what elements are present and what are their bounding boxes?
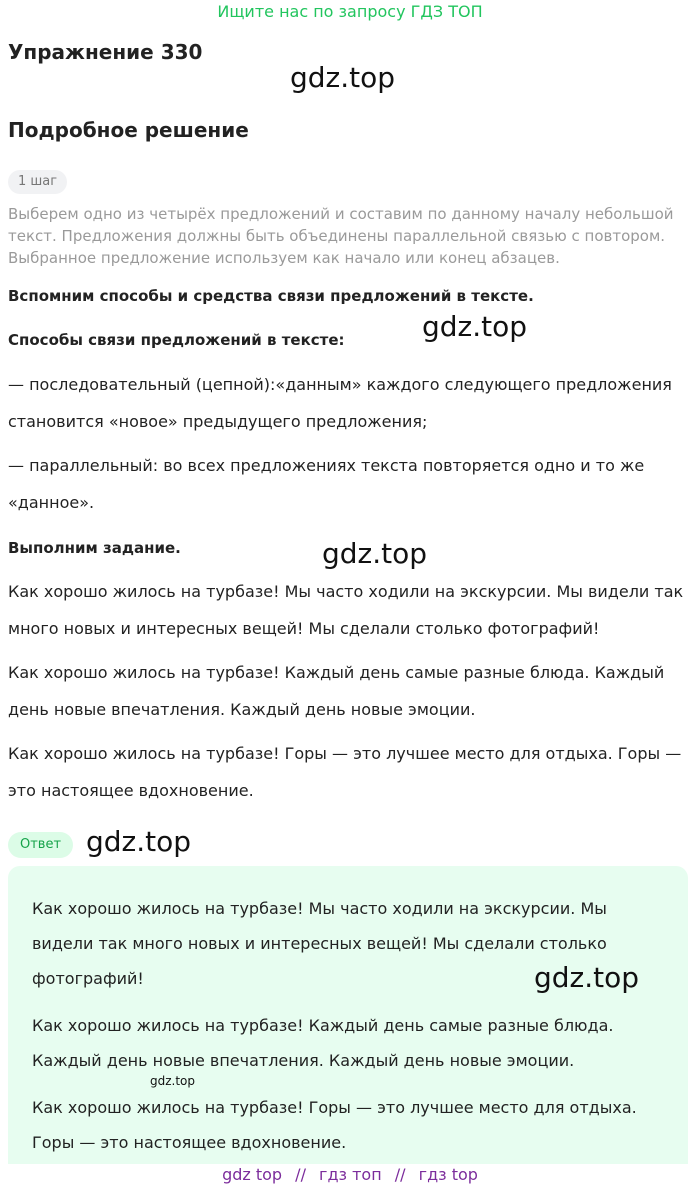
answer-text-2: Как хорошо жилось на турбазе! Каждый день самые разные блюда. Каждый день новые впечатления. Каждый день новые эмоции.: [32, 1016, 614, 1070]
instruction-line: Выбранное предложение используем как начало или конец абзацев.: [8, 249, 560, 267]
methods-heading: Способы связи предложений в тексте:: [8, 331, 345, 349]
footer-link-gdz-top[interactable]: gdz top: [222, 1165, 283, 1184]
method-parallel: — параллельный: во всех предложениях текста повторяется одно и то же «данное».: [8, 456, 645, 512]
watermark: gdz.top: [86, 825, 192, 858]
step-badge: 1 шаг: [8, 170, 67, 194]
section-title: Подробное решение: [8, 118, 249, 142]
search-hint-banner: Ищите нас по запросу ГДЗ ТОП: [217, 2, 483, 21]
instruction-line: текст. Предложения должны быть объединены параллельной связью с повтором.: [8, 227, 666, 245]
task-instructions: [8, 203, 688, 269]
footer-link-gdz-top-mixed[interactable]: гдз top: [418, 1165, 478, 1184]
answer-badge: Ответ: [8, 832, 73, 858]
watermark: gdz.top: [534, 961, 640, 994]
task-heading: Выполним задание.: [8, 539, 181, 557]
footer-separator: //: [295, 1165, 306, 1184]
method-sequential: — последовательный (цепной):«данным» каждого следующего предложения становится «новое» предыдущего предложения;: [8, 375, 672, 431]
exercise-title: Упражнение 330: [8, 40, 203, 64]
text-variant-3: Как хорошо жилось на турбазе! Горы — это лучшее место для отдыха. Горы — это настоящее вдохновение.: [8, 744, 682, 800]
watermark-small: gdz.top: [150, 1074, 196, 1088]
answer-text-1: Как хорошо жилось на турбазе! Мы часто ходили на экскурсии. Мы видели так много новых и интересных вещей! Мы сделали столько фотографий!: [32, 899, 607, 988]
footer-link-gdz-top-ru[interactable]: гдз топ: [319, 1165, 382, 1184]
watermark: gdz.top: [422, 310, 528, 343]
watermark: gdz.top: [322, 537, 428, 570]
answer-text-3: Как хорошо жилось на турбазе! Горы — это лучшее место для отдыха. Горы — это настоящее вдохновение.: [32, 1098, 637, 1152]
recall-heading: Вспомним способы и средства связи предложений в тексте.: [8, 287, 534, 305]
footer-links: [0, 1163, 700, 1187]
text-variant-1: Как хорошо жилось на турбазе! Мы часто ходили на экскурсии. Мы видели так много новых и интересных вещей! Мы сделали столько фотографий!: [8, 582, 684, 638]
footer-separator: //: [394, 1165, 406, 1184]
text-variant-2: Как хорошо жилось на турбазе! Каждый день самые разные блюда. Каждый день новые впечатления. Каждый день новые эмоции.: [8, 663, 665, 719]
watermark: gdz.top: [290, 61, 396, 94]
instruction-line: Выберем одно из четырёх предложений и составим по данному началу небольшой: [8, 205, 674, 223]
